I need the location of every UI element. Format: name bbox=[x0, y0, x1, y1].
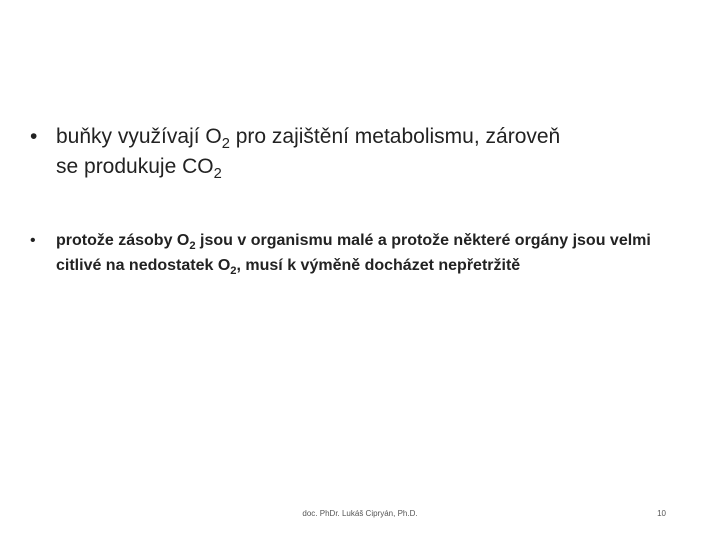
bullet-1-text-c: se produkuje CO bbox=[56, 155, 214, 178]
bullet-dot: • bbox=[30, 125, 38, 148]
bullet-2-subscript-b: 2 bbox=[230, 264, 237, 277]
bullet-2-text-b: jsou v organismu malé a protože některé orgány jsou velmi citlivé na nedostatek O bbox=[56, 232, 651, 274]
bullet-text-1 bbox=[56, 122, 680, 182]
footer-author: doc. PhDr. Lukáš Cipryán, Ph.D. bbox=[302, 509, 418, 518]
bullet-1-subscript-b: 2 bbox=[213, 166, 222, 183]
bullet-dot: • bbox=[30, 232, 36, 249]
bullet-2-text-c: , musí k výměně docházet nepřetržitě bbox=[236, 257, 521, 274]
bullet-1-text-a: buňky využívají O bbox=[56, 125, 222, 148]
bullet-2-subscript-a: 2 bbox=[189, 239, 196, 252]
bullet-item-2 bbox=[30, 228, 670, 278]
bullet-2-text-a: protože zásoby O bbox=[56, 232, 190, 249]
bullet-text-2 bbox=[56, 228, 670, 278]
bullet-1-text-b: pro zajištění metabolismu, zároveň bbox=[229, 125, 561, 148]
bullet-1-subscript-a: 2 bbox=[221, 136, 230, 153]
page-number: 10 bbox=[657, 509, 666, 518]
bullet-item-1 bbox=[30, 122, 680, 182]
